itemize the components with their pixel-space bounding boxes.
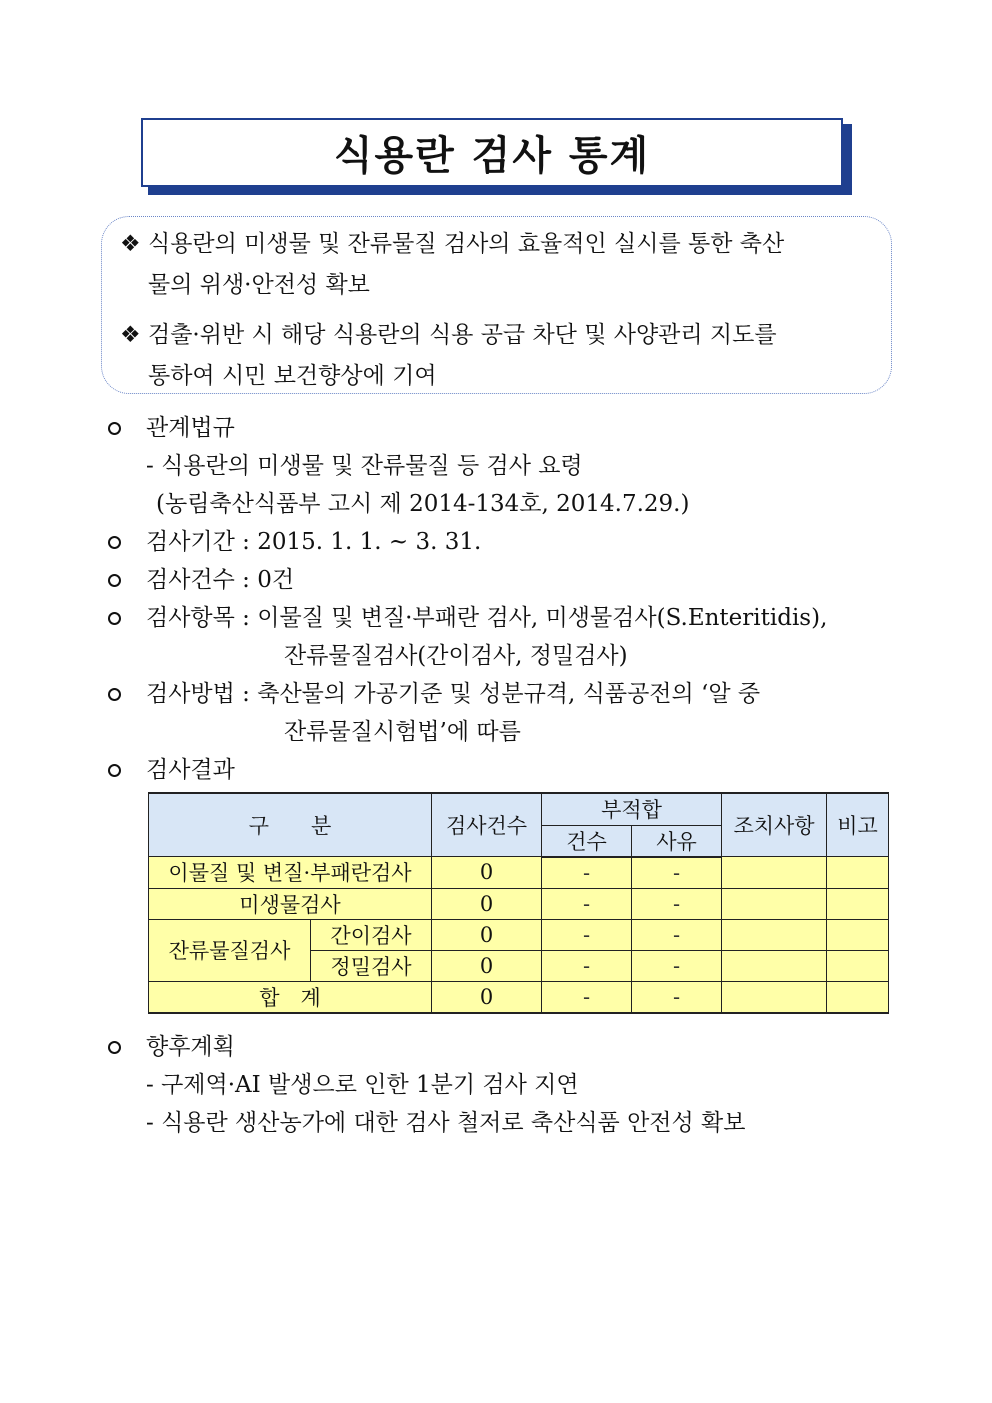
inspection-period: 검사기간 : 2015. 1. 1. ~ 3. 31.: [146, 529, 482, 555]
row-category: 이물질 및 변질·부패란검사: [149, 857, 432, 889]
row-action: [722, 981, 827, 1013]
row-count: 0: [432, 888, 542, 919]
row-action: [722, 857, 827, 889]
row-note: [827, 857, 889, 889]
diamond-bullet-icon: ❖: [120, 322, 141, 348]
table-row-total: [149, 981, 889, 1013]
header-category: 구 분: [149, 793, 432, 857]
circle-bullet-icon: [108, 422, 121, 435]
summary-item-2: [120, 320, 777, 350]
header-nonconform: 부적합: [542, 793, 722, 825]
circle-bullet-icon: [108, 764, 121, 777]
row-category: 합 계: [149, 981, 432, 1013]
header-nc-count: 건수: [542, 825, 632, 857]
summary-item-2-line2: 통하여 시민 보건향상에 기여: [148, 363, 437, 389]
header-nc-reason: 사유: [632, 825, 722, 857]
law-heading: 관계법규: [146, 415, 235, 441]
row-nc-count: -: [542, 857, 632, 889]
table-row: [149, 857, 889, 889]
table-row: [149, 919, 889, 950]
inspection-count: 검사건수 : 0건: [146, 567, 295, 593]
header-action: 조치사항: [722, 793, 827, 857]
summary-item-1: [120, 229, 784, 259]
row-count: 0: [432, 981, 542, 1013]
row-nc-count: -: [542, 981, 632, 1013]
row-nc-reason: -: [632, 888, 722, 919]
law-line1: - 식용란의 미생물 및 잔류물질 등 검사 요령: [146, 453, 583, 479]
title-box: [141, 118, 843, 187]
summary-item-1-line1: 식용란의 미생물 및 잔류물질 검사의 효율적인 실시를 통한 축산: [148, 231, 785, 257]
law-line2: (농림축산식품부 고시 제 2014-134호, 2014.7.29.): [156, 491, 690, 517]
circle-bullet-icon: [108, 536, 121, 549]
result-table: [148, 792, 889, 1014]
row-action: [722, 919, 827, 950]
circle-bullet-icon: [108, 612, 121, 625]
table-row: [149, 888, 889, 919]
row-action: [722, 888, 827, 919]
plan-line2: - 식용란 생산농가에 대한 검사 철저로 축산식품 안전성 확보: [146, 1110, 746, 1136]
summary-item-1-line2: 물의 위생·안전성 확보: [148, 272, 370, 298]
inspection-method-line1: 검사방법 : 축산물의 가공기준 및 성분규격, 식품공전의 ‘알 중: [146, 681, 761, 707]
circle-bullet-icon: [108, 688, 121, 701]
row-nc-reason: -: [632, 950, 722, 981]
row-nc-count: -: [542, 950, 632, 981]
row-category: 정밀검사: [311, 950, 432, 981]
row-nc-reason: -: [632, 981, 722, 1013]
plan-line1: - 구제역·AI 발생으로 인한 1분기 검사 지연: [146, 1072, 579, 1098]
diamond-bullet-icon: ❖: [120, 231, 141, 257]
row-action: [722, 950, 827, 981]
row-note: [827, 919, 889, 950]
page-title: 식용란 검사 통계: [333, 133, 651, 179]
result-heading: 검사결과: [146, 757, 235, 783]
row-count: 0: [432, 919, 542, 950]
row-count: 0: [432, 950, 542, 981]
row-note: [827, 888, 889, 919]
row-nc-count: -: [542, 919, 632, 950]
inspection-items-line2: 잔류물질검사(간이검사, 정밀검사): [284, 643, 628, 669]
row-nc-count: -: [542, 888, 632, 919]
row-nc-reason: -: [632, 857, 722, 889]
row-nc-reason: -: [632, 919, 722, 950]
summary-item-2-line1: 검출·위반 시 해당 식용란의 식용 공급 차단 및 사양관리 지도를: [148, 322, 777, 348]
inspection-method-line2: 잔류물질시험법’에 따름: [284, 719, 521, 745]
inspection-items-line1: 검사항목 : 이물질 및 변질·부패란 검사, 미생물검사(S.Enteritidis),: [146, 605, 828, 631]
circle-bullet-icon: [108, 574, 121, 587]
header-count: 검사건수: [432, 793, 542, 857]
row-count: 0: [432, 857, 542, 889]
row-category: 간이검사: [311, 919, 432, 950]
row-note: [827, 950, 889, 981]
row-note: [827, 981, 889, 1013]
circle-bullet-icon: [108, 1041, 121, 1054]
row-group: 잔류물질검사: [149, 919, 311, 981]
plan-heading: 향후계획: [146, 1034, 235, 1060]
header-note: 비고: [827, 793, 889, 857]
row-category: 미생물검사: [149, 888, 432, 919]
